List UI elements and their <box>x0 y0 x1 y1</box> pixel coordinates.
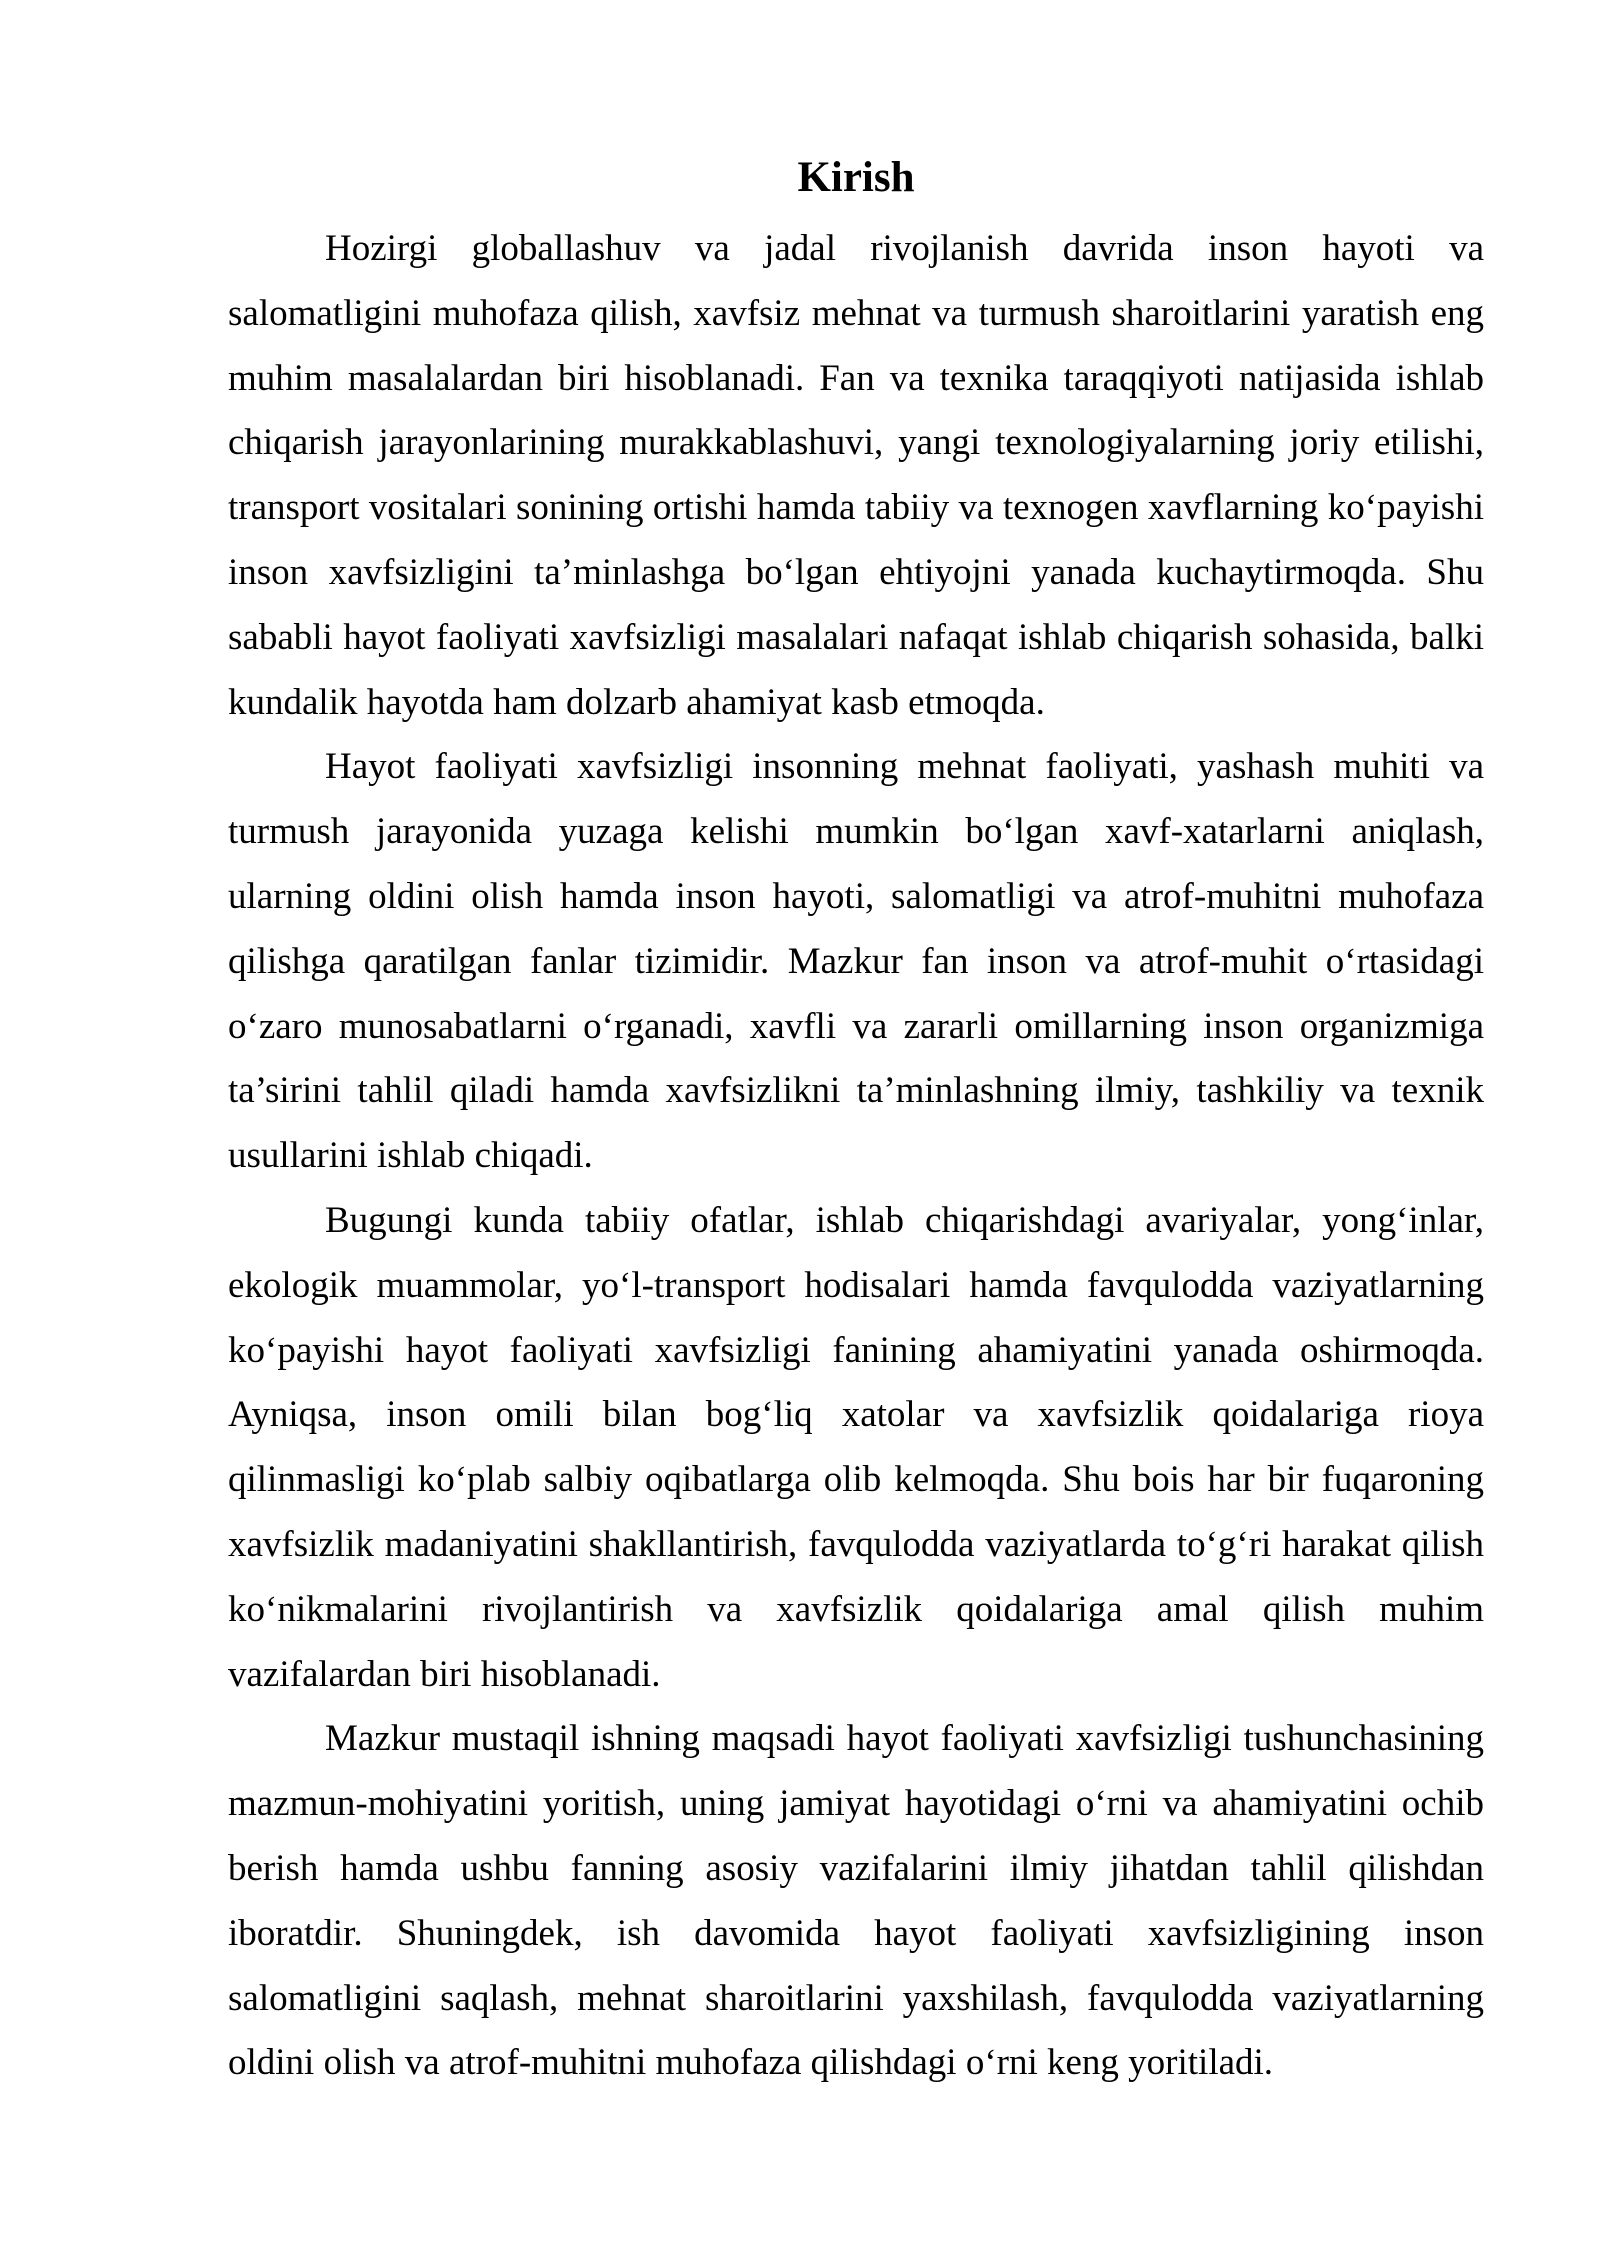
document-body <box>228 145 1484 2096</box>
page-title: Kirish <box>797 154 915 201</box>
paragraph-line: vazifalardan biri hisoblanadi. <box>228 1653 661 1695</box>
paragraph-line: Ayniqsa, inson omili bilan bog‘liq xatolar va xavfsizlik qoidalariga rioya <box>228 1394 1484 1436</box>
paragraph-line: usullarini ishlab chiqadi. <box>228 1135 593 1177</box>
paragraph-line: kundalik hayotda ham dolzarb ahamiyat kasb etmoqda. <box>228 681 1045 723</box>
paragraph-line: inson xavfsizligini ta’minlashga bo‘lgan ehtiyojni yanada kuchaytirmoqda. Shu <box>228 551 1484 593</box>
paragraph-line: chiqarish jarayonlarining murakkablashuvi, yangi texnologiyalarning joriy etilishi, <box>228 422 1484 464</box>
paragraph-line: ko‘nikmalarini rivojlantirish va xavfsizlik qoidalariga amal qilish muhim <box>228 1588 1484 1630</box>
paragraph-line: xavfsizlik madaniyatini shakllantirish, favqulodda vaziyatlarda to‘g‘ri harakat qilish <box>228 1523 1484 1565</box>
paragraph-line: Mazkur mustaqil ishning maqsadi hayot faoliyati xavfsizligi tushunchasining <box>325 1718 1484 1760</box>
paragraph-line: ta’sirini tahlil qiladi hamda xavfsizlikni ta’minlashning ilmiy, tashkiliy va texnik <box>228 1070 1484 1112</box>
paragraph-3 <box>228 1189 1484 1707</box>
paragraph-line: transport vositalari sonining ortishi hamda tabiiy va texnogen xavflarning ko‘payishi <box>228 487 1484 529</box>
paragraph-line: Hozirgi globallashuv va jadal rivojlanish davrida inson hayoti va <box>325 228 1484 269</box>
paragraph-line: oldini olish va atrof-muhitni muhofaza qilishdagi o‘rni keng yoritiladi. <box>228 2042 1274 2084</box>
paragraph-line: salomatligini saqlash, mehnat sharoitlarini yaxshilash, favqulodda vaziyatlarning <box>228 1977 1484 2019</box>
paragraph-4 <box>228 1707 1484 2096</box>
paragraph-line: o‘zaro munosabatlarni o‘rganadi, xavfli va zararli omillarning inson organizmiga <box>228 1005 1484 1047</box>
paragraph-line: Bugungi kunda tabiiy ofatlar, ishlab chiqarishdagi avariyalar, yong‘inlar, <box>325 1199 1484 1241</box>
paragraph-line: berish hamda ushbu fanning asosiy vazifalarini ilmiy jihatdan tahlil qilishdan <box>228 1847 1484 1889</box>
paragraph-2 <box>228 735 1484 1189</box>
paragraph-line: mazmun-mohiyatini yoritish, uning jamiyat hayotidagi o‘rni va ahamiyatini ochib <box>228 1783 1484 1825</box>
paragraph-line: ekologik muammolar, yo‘l-transport hodisalari hamda favqulodda vaziyatlarning <box>228 1264 1484 1306</box>
paragraph-line: muhim masalalardan biri hisoblanadi. Fan va texnika taraqqiyoti natijasida ishlab <box>228 357 1484 399</box>
paragraph-line: sababli hayot faoliyati xavfsizligi masalalari nafaqat ishlab chiqarish sohasida, balki <box>228 616 1484 658</box>
paragraph-line: turmush jarayonida yuzaga kelishi mumkin bo‘lgan xavf-xatarlarni aniqlash, <box>228 811 1484 853</box>
paragraph-line: iboratdir. Shuningdek, ish davomida hayot faoliyati xavfsizligining inson <box>228 1912 1484 1954</box>
paragraph-line: salomatligini muhofaza qilish, xavfsiz mehnat va turmush sharoitlarini yaratish eng <box>228 292 1484 334</box>
paragraph-1 <box>228 217 1484 735</box>
paragraph-line: qilinmasligi ko‘plab salbiy oqibatlarga olib kelmoqda. Shu bois har bir fuqaroning <box>228 1459 1484 1501</box>
paragraph-line: ko‘payishi hayot faoliyati xavfsizligi fanining ahamiyatini yanada oshirmoqda. <box>228 1329 1484 1371</box>
paragraph-line: ularning oldini olish hamda inson hayoti, salomatligi va atrof-muhitni muhofaza <box>228 875 1484 917</box>
paragraph-line: qilishga qaratilgan fanlar tizimidir. Mazkur fan inson va atrof-muhit o‘rtasidagi <box>228 940 1484 982</box>
paragraph-line: Hayot faoliyati xavfsizligi insonning mehnat faoliyati, yashash muhiti va <box>325 746 1484 788</box>
